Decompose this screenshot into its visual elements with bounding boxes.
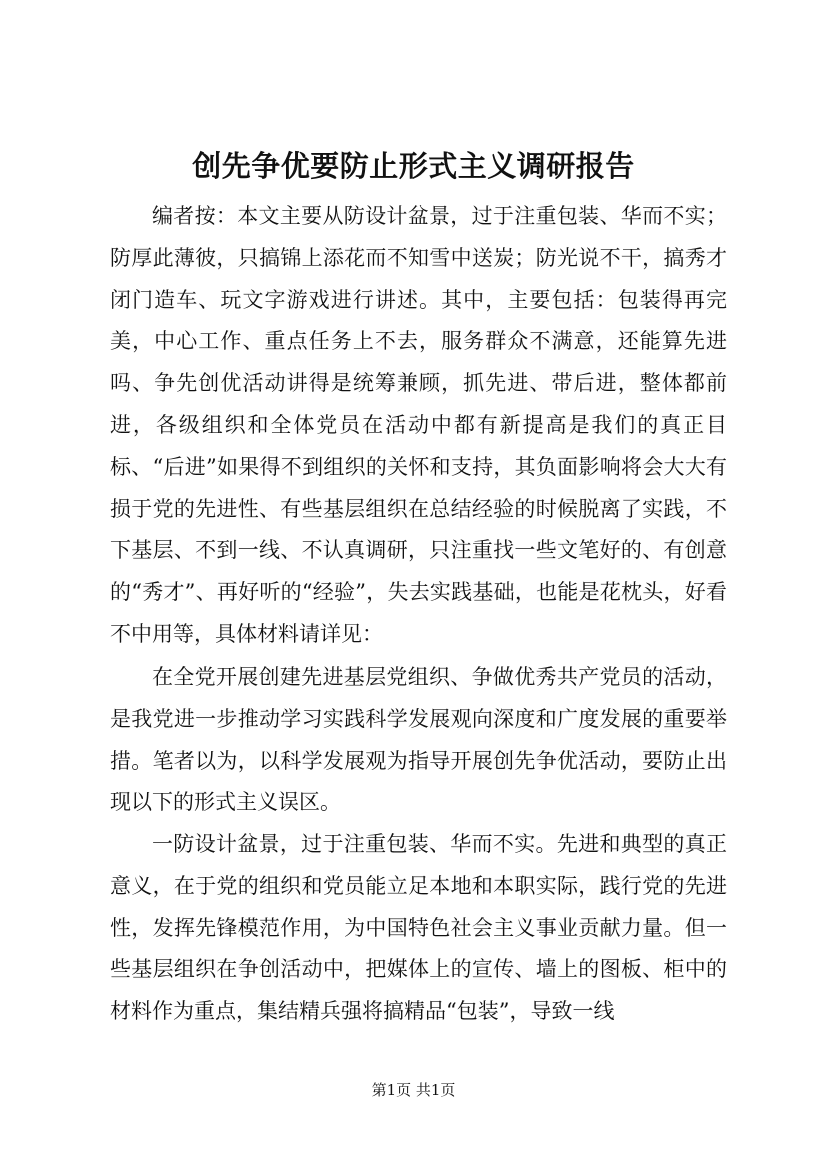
body-paragraph: 一防设计盆景，过于注重包装、华而不实。先进和典型的真正意义，在于党的组织和党员能立足本地和本职实际，践行党的先进性，发挥先锋模范作用，为中国特色社会主义事业贡献力量。但一些基层组织在争创活动中，把媒体上的宣传、墙上的图板、柜中的材料作为重点，集结精兵强将搞精品“包装”，导致一线 [110, 832, 727, 1024]
body-paragraph: 在全党开展创建先进基层党组织、争做优秀共产党员的活动，是我党进一步推动学习实践科学发展观向深度和广度发展的重要举措。笔者以为，以科学发展观为指导开展创先争优活动，要防止出现以下的形式主义误区。 [110, 665, 727, 815]
page-footer: 第1页 共1页 [371, 1081, 456, 1099]
editor-note-paragraph: 编者按：本文主要从防设计盆景，过于注重包装、华而不实；防厚此薄彼，只搞锦上添花而不知雪中送炭；防光说不干，搞秀才闭门造车、玩文字游戏进行讲述。其中，主要包括：包装得再完美，中心工作、重点任务上不去，服务群众不满意，还能算先进吗、争先创优活动讲得是统筹兼顾，抓先进、带后进，整体都前进，各级组织和全体党员在活动中都有新提高是我们的真正目标、“后进”如果得不到组织的关怀和支持，其负面影响将会大大有损于党的先进性、有些基层组织在总结经验的时候脱离了实践，不下基层、不到一线、不认真调研，只注重找一些文笔好的、有创意的“秀才”、再好听的“经验”，失去实践基础，也能是花枕头，好看不中用等，具体材料请详见： [110, 204, 727, 646]
document-title: 创先争优要防止形式主义调研报告 [192, 149, 635, 183]
